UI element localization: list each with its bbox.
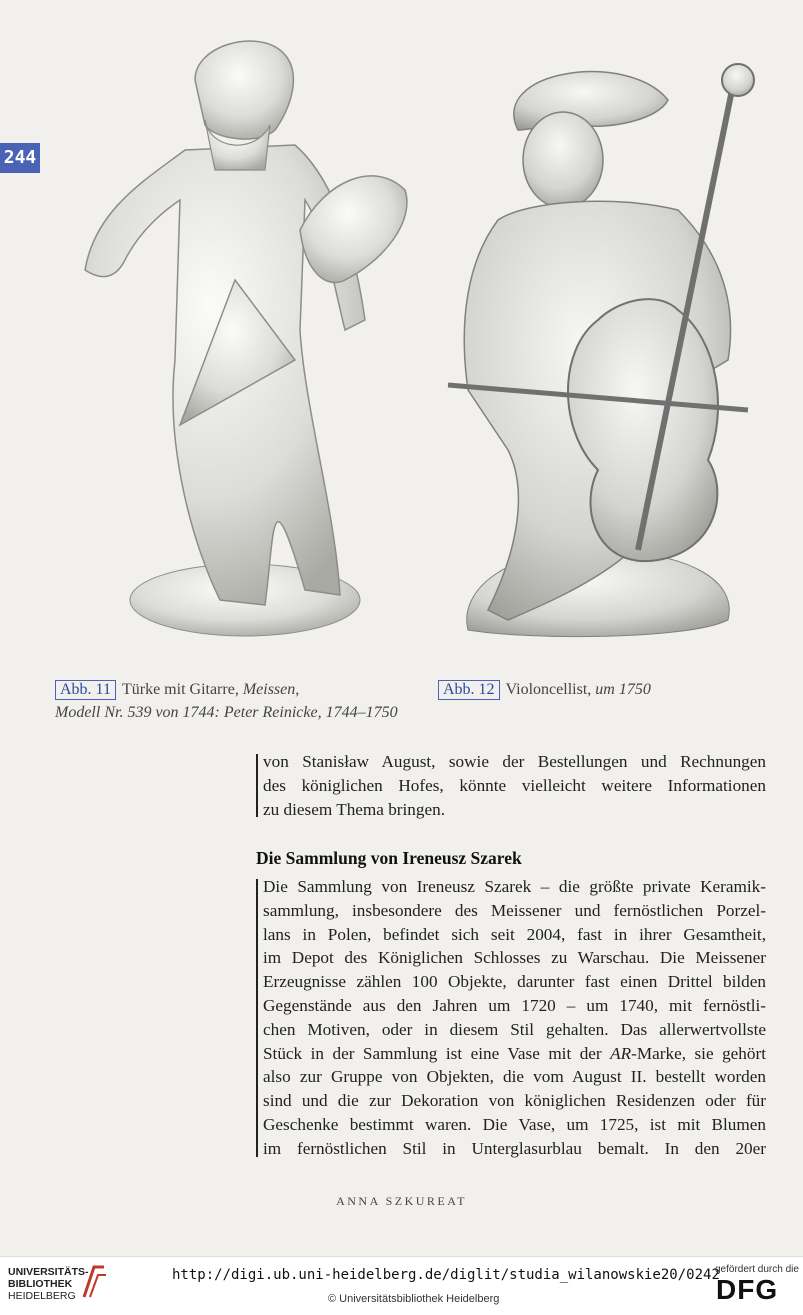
intro-paragraph	[256, 750, 766, 821]
paragraph-margin-bar	[256, 879, 258, 1157]
figure-reference-tag[interactable]: Abb. 11	[55, 680, 116, 700]
figurine-cellist-illustration	[428, 30, 758, 655]
ub-heidelberg-logo[interactable]	[8, 1266, 89, 1302]
figure-caption-11	[55, 678, 398, 724]
caption-title-italic: um 1750	[595, 681, 651, 698]
figure-reference-tag[interactable]: Abb. 12	[438, 680, 500, 700]
section-heading: Die Sammlung von Ireneusz Szarek	[256, 848, 522, 868]
ar-mark-italic: AR	[610, 1043, 632, 1063]
caption-title: Violoncellist,	[505, 681, 596, 698]
caption-title: Türke mit Gitarre,	[121, 681, 243, 698]
page-number-tab: 244	[0, 143, 40, 173]
running-footer-author: ANNA SZKUREAT	[336, 1194, 467, 1208]
figure-caption-12	[438, 678, 651, 701]
text-line	[256, 1042, 766, 1066]
text-line: lans in Polen, befindet sich seit 2004, fast in ihrer Gesamtheit,	[263, 924, 766, 944]
permalink-url[interactable]: http://digi.ub.uni-heidelberg.de/diglit/studia_wilanowskie20/0242	[172, 1267, 720, 1283]
caption-line2: Modell Nr. 539 von 1744: Peter Reinicke, 1744–1750	[55, 704, 398, 721]
paragraph-margin-bar	[256, 754, 258, 817]
figurine-cellist-image	[428, 30, 758, 655]
text-segment: Stück in der Sammlung ist eine Vase mit der	[263, 1043, 611, 1063]
funding-note: gefördert durch die	[715, 1264, 799, 1275]
text-line: sind und die zur Dekoration von königlichen Residenzen oder für	[263, 1091, 766, 1111]
ub-logo-mark-icon	[80, 1263, 108, 1301]
dfg-logo[interactable]: DFG	[716, 1274, 779, 1305]
text-line: des königlichen Hofes, könnte vielleicht weitere Informationen	[263, 775, 766, 795]
text-line: Die Sammlung von Ireneusz Szarek – die größte private Keramik-	[263, 877, 766, 896]
logo-line: HEIDELBERG	[8, 1290, 76, 1302]
figurine-turk-illustration	[45, 30, 425, 655]
text-line: zu diesem Thema bringen.	[263, 799, 446, 819]
body-paragraph	[256, 875, 766, 1161]
text-line: chen Motiven, oder in diesem Stil gehalten. Das allerwertvollste	[263, 1019, 766, 1039]
logo-line: BIBLIOTHEK	[8, 1278, 73, 1290]
text-line: im fernöstlichen Stil in Unterglasurblau bemalt. In den 20er	[263, 1138, 766, 1158]
figurine-turk-guitar-image	[45, 30, 425, 655]
text-line: also zur Gruppe von Objekten, die vom August II. bestellt worden	[263, 1067, 766, 1087]
text-line: Gegenstände aus den Jahren um 1720 – um 1740, mit fernöstli-	[263, 995, 766, 1015]
text-line: im Depot des Königlichen Schlosses zu Warschau. Die Meissener	[263, 948, 766, 968]
text-line: sammlung, insbesondere des Meissener und fernöstlichen Porzel-	[263, 900, 766, 920]
text-segment: -Marke, sie gehört	[631, 1043, 766, 1063]
text-line: Geschenke bestimmt waren. Die Vase, um 1725, ist mit Blumen	[263, 1114, 766, 1134]
text-line: von Stanisław August, sowie der Bestellungen und Rechnungen	[263, 752, 766, 771]
copyright-notice: © Universitätsbibliothek Heidelberg	[328, 1293, 500, 1305]
caption-title-italic: Meissen,	[242, 681, 300, 698]
viewer-footer	[0, 1256, 803, 1315]
text-line: Erzeugnisse zählen 100 Objekte, darunter fast einen Drittel bilden	[263, 972, 766, 992]
logo-line: UNIVERSITÄTS-	[8, 1266, 89, 1278]
